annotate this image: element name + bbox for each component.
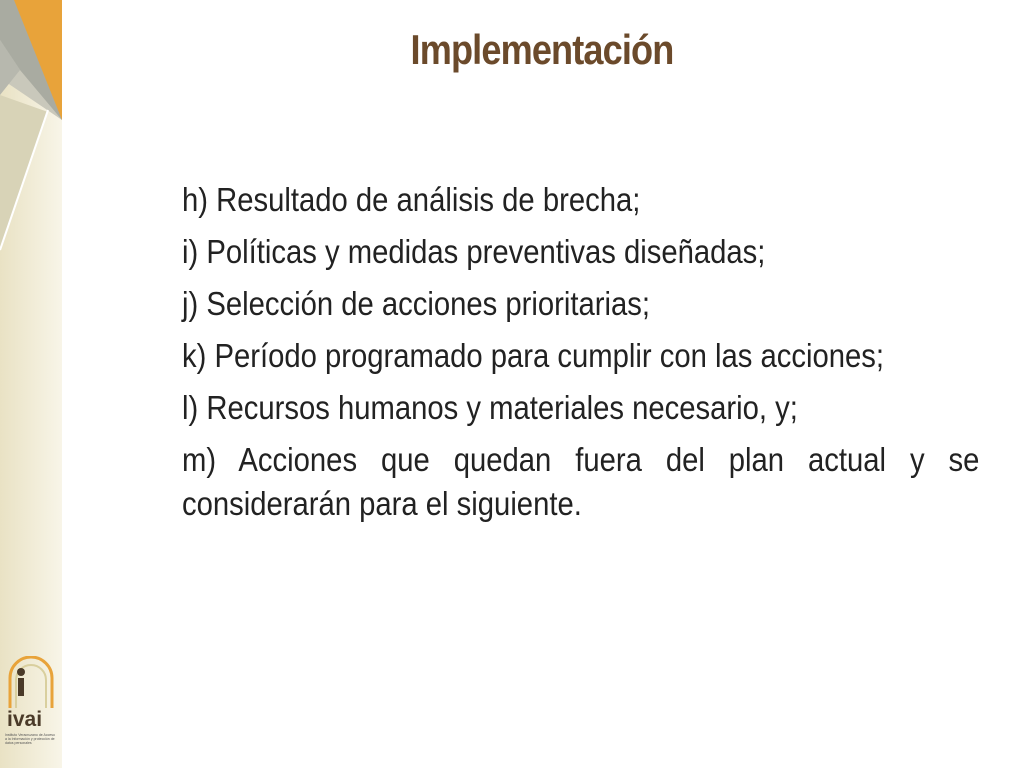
content-list (182, 178, 979, 534)
list-item-l: l) Recursos humanos y materiales necesario, y; (182, 389, 798, 426)
list-item-j: j) Selección de acciones prioritarias; (182, 285, 651, 322)
list-item-m: m) Acciones que quedan fuera del plan actual y se considerarán para el siguiente. (182, 441, 980, 522)
logo-fine-print: Instituto Veracruzano de Acceso a la Información y protección de datos personales (5, 733, 56, 745)
list-item-i: i) Políticas y medidas preventivas diseñadas; (182, 233, 766, 270)
list-item-h: h) Resultado de análisis de brecha; (182, 181, 641, 218)
decorative-sidebar (0, 0, 62, 768)
slide-title: Implementación (410, 26, 674, 73)
list-item-k: k) Período programado para cumplir con las acciones; (182, 337, 885, 374)
svg-text:ivai: ivai (7, 708, 43, 731)
